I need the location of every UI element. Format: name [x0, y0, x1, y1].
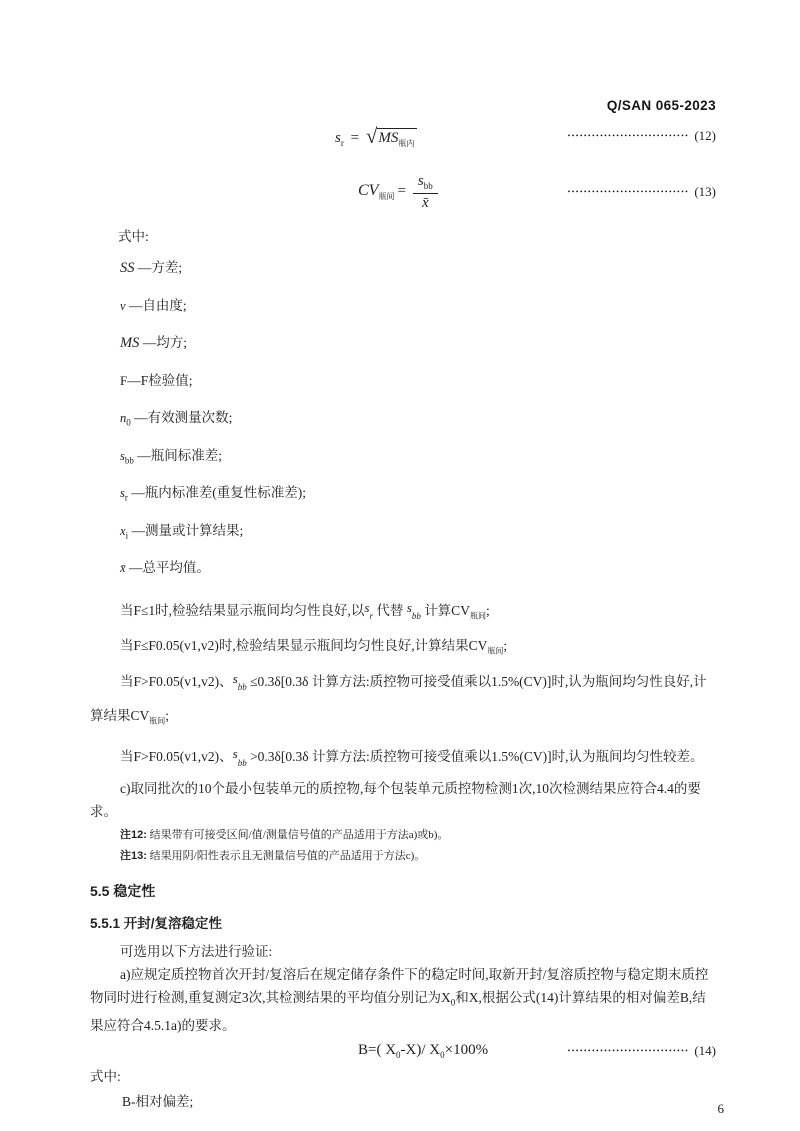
- equation-13-body: [358, 173, 438, 211]
- symbol: x: [120, 523, 126, 538]
- fraction: [413, 173, 438, 211]
- where-intro-1: 式中:: [118, 229, 149, 244]
- equation-14: [90, 1039, 716, 1063]
- symbol-sbb: s: [417, 172, 424, 189]
- equation-number-13: (13): [694, 184, 716, 199]
- paragraph-f-le-1: 当F≤1时,检验结果显示瓶间均匀性良好,以$s_r$ 代替 $s_{bb}$ 计算$CV_{瓶间}$;: [120, 599, 490, 622]
- equation-13: [90, 167, 716, 217]
- symbol: n: [120, 411, 127, 425]
- note-13: [90, 846, 716, 867]
- equation-number-12: (12): [694, 128, 716, 143]
- symbol-sbb: $s_{bb}$: [406, 599, 421, 622]
- definition-text: —瓶内标准差(重复性标准差);: [127, 485, 306, 500]
- radicand: [377, 128, 417, 149]
- definition-xi: $x_i$ —测量或计算结果;: [120, 522, 244, 540]
- definition-v: [90, 296, 716, 321]
- definition-ms: [90, 333, 716, 358]
- definition-sbb: $s_{bb}$ —瓶间标准差;: [120, 447, 223, 465]
- symbol: F: [120, 372, 128, 388]
- paragraph-method-intro: 可选用以下方法进行验证:: [120, 943, 273, 959]
- paragraph-f-gt-poor: 当F>F0.05(v1,v2)、$s_{bb} >0.3\delta[0.3\delta$ 计算方法:质控物可接受值乘以1.5%(CV)]时,认为瓶间均匀性较差。: [120, 746, 704, 768]
- definition-f: [90, 371, 716, 396]
- definition-text: —方差;: [134, 260, 183, 275]
- paragraph-a-item: a)应规定质控物首次开封/复溶后在规定储存条件下的稳定时间,取新开封/复溶质控物与稳定期末质控物同时进行检测,重复测定3次,其检测结果的平均值分别记为$X_0$和X,根据公式(14)计算结果的相对偏差B,结果应符合4.5.1a)的要求。: [90, 966, 709, 1034]
- definitions-list: [90, 258, 716, 583]
- definition-text: —F检验值;: [127, 372, 193, 388]
- note-text: 结果用阴/阳性表示且无测量信号值的产品适用于方法c)。: [149, 849, 426, 862]
- equation-12: [90, 119, 716, 153]
- definition-text: —测量或计算结果;: [128, 522, 244, 538]
- paragraph-f-le-f005: 当F≤F0.05(v1,v2)时,检验结果显示瓶间均匀性良好,计算结果$CV_{瓶间}$;: [120, 638, 508, 656]
- definition-ss: [90, 258, 716, 283]
- page-number: 6: [717, 1101, 724, 1116]
- symbol-sbb: $s_{bb}$: [232, 670, 247, 693]
- equation-14-body: B=( $X_0-X)/$ $X_0\times 100\%$: [358, 1042, 489, 1061]
- equation-12-body: [335, 123, 417, 149]
- note-12: [90, 825, 716, 846]
- note-text: 结果带有可接受区间/值/测量信号值的产品适用于方法a)或b)。: [149, 828, 449, 841]
- symbol-sr: s: [335, 130, 341, 146]
- definition-b: B-相对偏差;: [122, 1094, 194, 1110]
- equals-sign: =: [350, 130, 360, 146]
- definition-sr: $s_r$ —瓶内标准差(重复性标准差);: [120, 485, 306, 503]
- where-intro-2: 式中:: [90, 1069, 121, 1085]
- symbol: MS: [120, 335, 140, 351]
- note-label: 注12:: [120, 828, 147, 841]
- dot-leader: ••••••••••••••••••••••••••••••: [567, 187, 690, 196]
- equals-sign: =: [397, 183, 406, 200]
- leader-12: [568, 128, 716, 144]
- notes-block: [90, 825, 716, 867]
- symbol-sr: $s_r$: [364, 599, 373, 622]
- leader-14: [568, 1043, 716, 1059]
- paragraph-c-item: c)取同批次的10个最小包装单元的质控物,每个包装单元质控物检测1次,10次检测结果应符合4.4的要求。: [90, 780, 701, 819]
- definition-text: —总平均值。: [125, 560, 210, 575]
- symbol-xbar: x̄: [422, 194, 429, 211]
- definition-text: —有效测量次数;: [130, 410, 233, 425]
- definition-xbar: [90, 558, 716, 583]
- symbol: s: [120, 448, 125, 463]
- definition-text: —均方;: [139, 335, 187, 350]
- symbol: SS: [120, 260, 135, 276]
- symbol-sbb: $s_{bb}$: [232, 746, 247, 768]
- definition-n0: $n_0$ —有效测量次数;: [120, 410, 233, 428]
- symbol-sbb-sub: bb: [423, 180, 433, 191]
- doc-code: Q/SAN 065-2023: [606, 98, 716, 113]
- dot-leader: ••••••••••••••••••••••••••••••: [567, 131, 690, 140]
- symbol-cv-sub: 瓶间: [378, 191, 395, 201]
- symbol: v: [120, 298, 126, 313]
- leader-13: [568, 184, 716, 200]
- symbol: x̄: [120, 561, 126, 575]
- fraction-numerator: [413, 173, 438, 194]
- dot-leader: ••••••••••••••••••••••••••••••: [567, 1046, 690, 1055]
- definition-text: —瓶间标准差;: [133, 447, 223, 463]
- note-label: 注13:: [120, 849, 147, 862]
- symbol-ms-sub: 瓶内: [398, 139, 415, 148]
- symbol-ms: MS: [378, 130, 399, 146]
- section-heading-5-5-1: 5.5.1 开封/复溶稳定性: [90, 915, 223, 931]
- definition-text: —自由度;: [125, 297, 187, 313]
- symbol-sr-sub: r: [340, 138, 344, 148]
- sqrt-icon: √: [365, 124, 378, 148]
- equation-number-14: (14): [694, 1043, 716, 1059]
- section-heading-5-5: 5.5 稳定性: [90, 882, 156, 899]
- paragraph-f-gt-good: 当F>F0.05(v1,v2)、$s_{bb} \le 0.3\delta[0.3\delta$ 计算方法:质控物可接受值乘以1.5%(CV)]时,认为瓶间均匀性良好,计算结果$CV_{瓶间}$;: [90, 670, 707, 727]
- symbol: s: [120, 486, 125, 500]
- symbol-cv: CV: [358, 181, 379, 199]
